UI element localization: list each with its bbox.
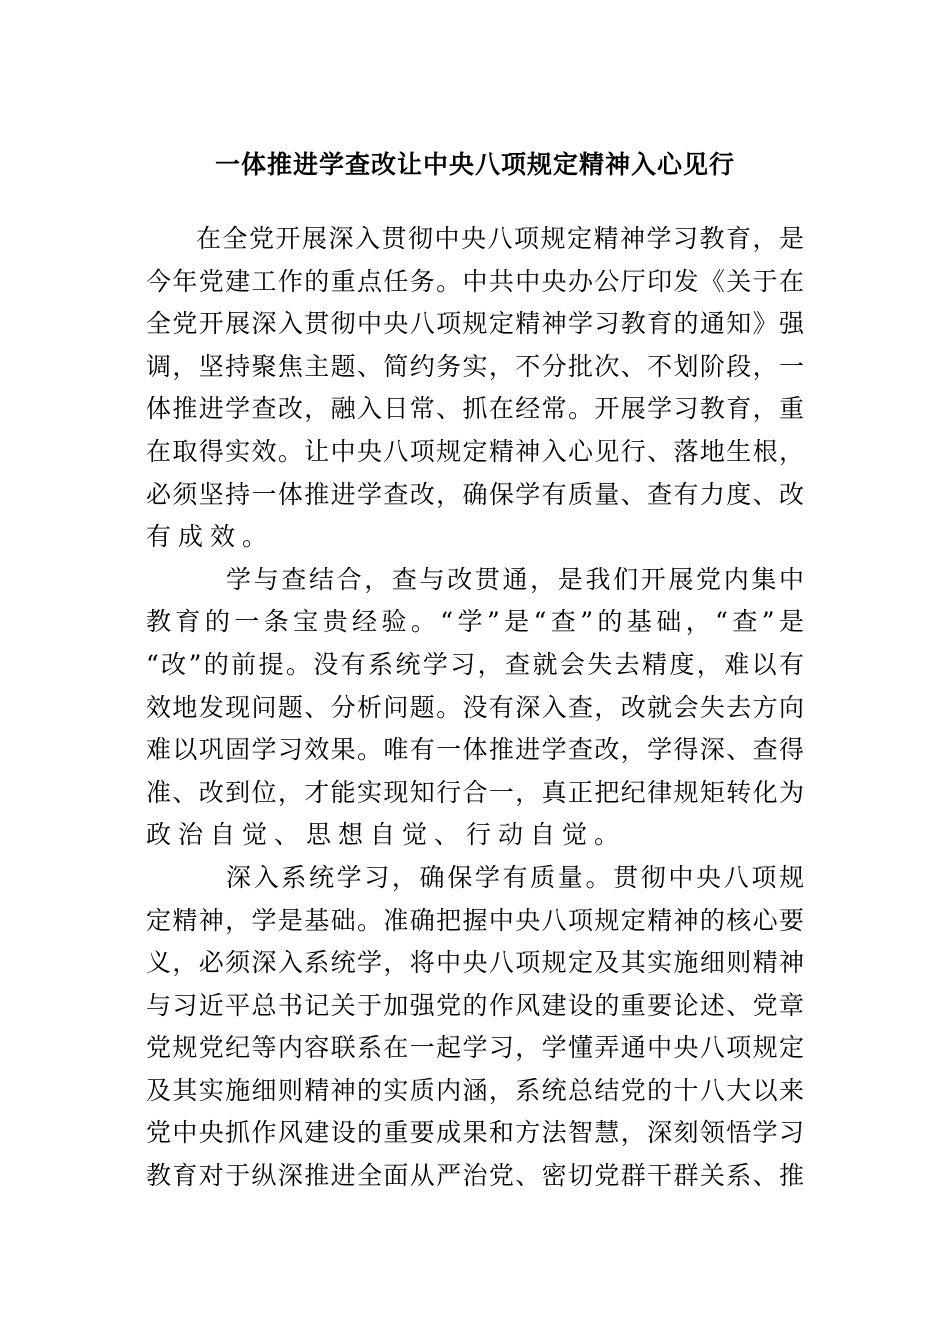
text-line: 难以巩固学习效果。唯有一体推进学查改，学得深、查得 [146,735,804,765]
text-line: 教育对于纵深推进全面从严治党、密切党群干群关系、推 [146,1161,804,1191]
text-line: 全党开展深入贯彻中央八项规定精神学习教育的通知》强 [146,309,804,339]
text-line: “改”的前提。没有系统学习，查就会失去精度，难以有 [146,649,804,679]
text-line: 政治自觉、思想自觉、行动自觉。 [146,820,627,850]
text-line: 有成效。 [146,522,275,552]
text-line: 党规党纪等内容联系在一起学习，学懂弄通中央八项规定 [146,1033,804,1063]
text-line: 党中央抓作风建设的重要成果和方法智慧，深刻领悟学习 [146,1118,804,1148]
text-line: 义，必须深入系统学，将中央八项规定及其实施细则精神 [146,948,804,978]
paragraph-3 [146,857,804,1198]
text-line: 深入系统学习，确保学有质量。贯彻中央八项规 [226,862,804,892]
text-line: 效地发现问题、分析问题。没有深入查，改就会失去方向 [146,692,804,722]
text-line: 准、改到位，才能实现知行合一，真正把纪律规矩转化为 [146,777,804,807]
text-line: 体推进学查改，融入日常、抓在经常。开展学习教育，重 [146,394,804,424]
text-line: 必须坚持一体推进学查改，确保学有质量、查有力度、改 [146,479,804,509]
document-title: 一体推进学查改让中央八项规定精神入心见行 [214,150,735,179]
document-body [146,218,804,1198]
text-line: 及其实施细则精神的实质内涵，系统总结党的十八大以来 [146,1075,804,1105]
text-line: 调，坚持聚焦主题、简约务实，不分批次、不划阶段，一 [146,351,804,381]
text-line: 学与查结合，查与改贯通，是我们开展党内集中 [226,564,804,594]
text-line: 与习近平总书记关于加强党的作风建设的重要论述、党章 [146,990,804,1020]
text-line: 在全党开展深入贯彻中央八项规定精神学习教育，是 [196,224,804,253]
text-line: 在取得实效。让中央八项规定精神入心见行、落地生根， [146,436,804,466]
text-line: 今年党建工作的重点任务。中共中央办公厅印发《关于在 [146,266,804,296]
text-line: 教育的一条宝贵经验。“学”是“查”的基础，“查”是 [146,607,804,637]
paragraph-2 [146,559,804,857]
text-line: 定精神，学是基础。准确把握中央八项规定精神的核心要 [146,905,804,935]
paragraph-1 [146,218,804,559]
